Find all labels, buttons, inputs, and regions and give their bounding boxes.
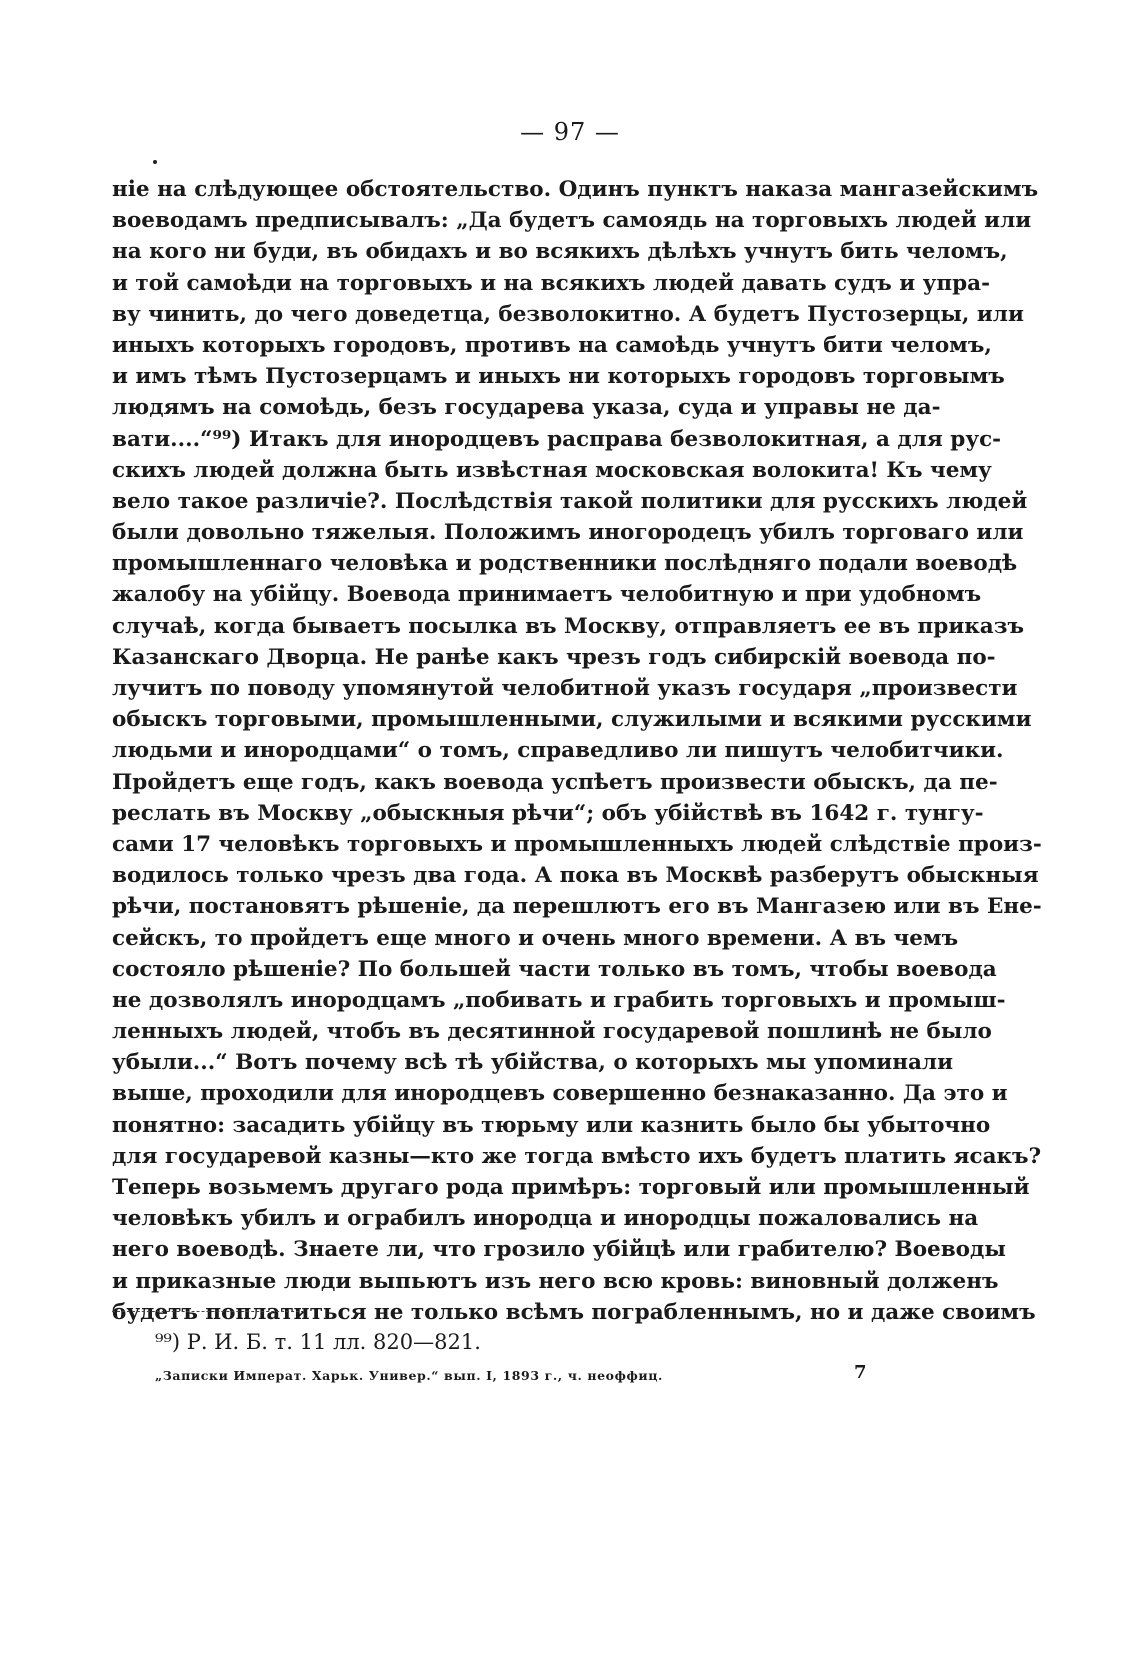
text-line: скихъ людей должна быть извѣстная московская волокита! Къ чему — [112, 457, 992, 483]
text-line: сами 17 человѣкъ торговыхъ и промышленныхъ людей слѣдствіе произ- — [112, 831, 1042, 857]
text-line: вело такое различіе?. Послѣдствія такой политики для русскихъ людей — [112, 488, 1028, 514]
text-line: промышленнаго человѣка и родственники послѣдняго подали воеводѣ — [112, 551, 1018, 577]
text-line: на кого ни буди, въ обидахъ и во всякихъ дѣлѣхъ учнутъ бить челомъ, — [112, 239, 1008, 265]
signature-mark: 7 — [854, 1362, 867, 1383]
text-line: человѣкъ убилъ и ограбилъ инородца и инородцы пожаловались на — [112, 1206, 979, 1232]
text-line: лучитъ по поводу упомянутой челобитной указъ государя „произвести — [112, 676, 1018, 701]
text-line: будетъ поплатиться не только всѣмъ пограбленнымъ, но и даже своимъ — [112, 1299, 1036, 1325]
text-line: вати....“⁹⁹) Итакъ для инородцевъ расправа безволокитная, а для рус- — [112, 426, 1002, 452]
body-text — [112, 174, 1042, 1328]
text-line: выше, проходили для инородцевъ совершенно безнаказанно. Да это и — [112, 1081, 1008, 1107]
text-line: для государевой казны—кто же тогда вмѣсто ихъ будетъ платить ясакъ? — [112, 1143, 1042, 1169]
footnote-rule — [112, 1311, 304, 1312]
page-number: — 97 — — [520, 118, 620, 146]
text-line: случаѣ, когда бываетъ посылка въ Москву, отправляетъ ее въ приказъ — [112, 613, 1024, 639]
text-line: ву чинить, до чего доведетца, безволокитно. А будетъ Пустозерцы, или — [112, 301, 1024, 327]
text-line: него воеводѣ. Знаете ли, что грозило убійцѣ или грабителю? Воеводы — [112, 1237, 1006, 1263]
text-line: Теперь возьмемъ другаго рода примѣръ: торговый или промышленный — [112, 1175, 1030, 1200]
text-line: жалобу на убійцу. Воевода принимаетъ челобитную и при удобномъ — [112, 582, 982, 608]
text-line: не дозволялъ инородцамъ „побивать и грабить торговыхъ и промыш- — [112, 987, 1006, 1013]
footnote: ⁹⁹) Р. И. Б. т. 11 лл. 820—821. — [155, 1330, 481, 1354]
ink-speck — [153, 160, 157, 164]
imprint-line: „Записки Императ. Харьк. Универ.“ вып. I, 1893 г., ч. неоффиц. — [155, 1368, 664, 1383]
text-line: людямъ на сомоѣдь, безъ государева указа, суда и управы не да- — [112, 395, 941, 421]
text-line: и имъ тѣмъ Пустозерцамъ и иныхъ ни которыхъ городовъ торговымъ — [112, 364, 1005, 390]
text-line: сейскъ, то пройдетъ еще много и очень много времени. А въ чемъ — [112, 925, 959, 951]
text-line: обыскъ торговыми, промышленными, служилыми и всякими русскими — [112, 707, 1032, 733]
text-line: были довольно тяжелыя. Положимъ иногородецъ убилъ торговаго или — [112, 520, 1024, 546]
text-line: понятно: засадить убійцу въ тюрьму или казнить было бы убыточно — [112, 1112, 991, 1138]
text-line: иныхъ которыхъ городовъ, противъ на самоѣдь учнутъ бити челомъ, — [112, 332, 992, 358]
text-line: ленныхъ людей, чтобъ въ десятинной государевой пошлинѣ не было — [112, 1019, 992, 1045]
text-line: воеводамъ предписывалъ: „Да будетъ самоядь на торговыхъ людей или — [112, 208, 1032, 234]
text-line: Пройдетъ еще годъ, какъ воевода успѣетъ произвести обыскъ, да пе- — [112, 769, 998, 795]
text-line: и той самоѣди на торговыхъ и на всякихъ людей давать судъ и упра- — [112, 270, 991, 296]
text-line: людьми и инородцами“ о томъ, справедливо ли пишутъ челобитчики. — [112, 738, 1004, 764]
text-line: реслать въ Москву „обыскныя рѣчи“; объ убійствѣ въ 1642 г. тунгу- — [112, 800, 984, 826]
text-line: водилось только чрезъ два года. А пока въ Москвѣ разберутъ обыскныя — [112, 863, 1039, 889]
text-line: состояло рѣшеніе? По большей части только въ томъ, чтобы воевода — [112, 956, 997, 982]
text-line: ніе на слѣдующее обстоятельство. Одинъ пунктъ наказа мангазейскимъ — [112, 177, 1039, 202]
text-line: убыли...“ Вотъ почему всѣ тѣ убійства, о которыхъ мы упоминали — [112, 1050, 954, 1076]
text-line: рѣчи, постановятъ рѣшеніе, да перешлютъ его въ Мангазею или въ Ене- — [112, 894, 1042, 920]
text-line: и приказные люди выпьютъ изъ него всю кровь: виновный долженъ — [112, 1268, 999, 1294]
text-line: Казанскаго Дворца. Не ранѣе какъ чрезъ годъ сибирскій воевода по- — [112, 644, 996, 670]
